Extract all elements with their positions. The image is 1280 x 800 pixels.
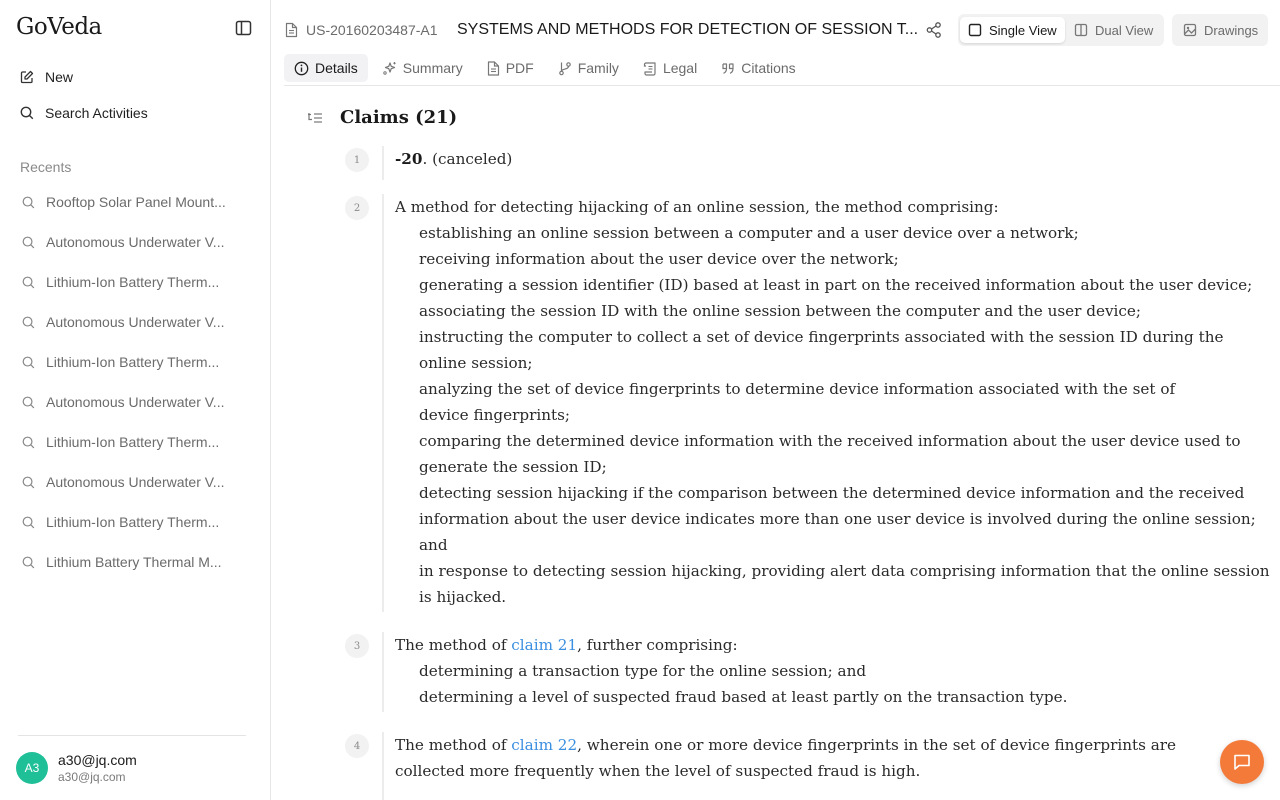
claim-lead: The method of: [395, 636, 512, 654]
claim-item: [345, 632, 1260, 712]
tab-summary-label: Summary: [402, 60, 463, 76]
claim-step: receiving information about the user device over the network;: [419, 250, 899, 268]
search-icon: [20, 106, 34, 120]
claim-item: [345, 194, 1270, 612]
search-icon: [22, 356, 35, 369]
search-icon: [22, 516, 35, 529]
claim-text: [395, 194, 1270, 610]
recent-item[interactable]: [22, 514, 219, 530]
divider: [18, 735, 246, 736]
single-view-button[interactable]: [960, 17, 1065, 43]
search-icon: [22, 436, 35, 449]
claim-step: determining a transaction type for the online session; and: [419, 662, 867, 680]
image-icon: [1183, 23, 1197, 37]
tab-family-label: Family: [577, 60, 619, 76]
tab-bar: [284, 54, 810, 82]
square-icon: [968, 23, 982, 37]
dual-view-button[interactable]: [1066, 17, 1161, 43]
recent-item-label: Lithium-Ion Battery Therm...: [46, 274, 220, 290]
user-name[interactable]: a30@jq.com: [58, 752, 137, 768]
view-mode-toggle: [958, 14, 1164, 46]
claim-bar: [382, 732, 384, 800]
claim-step: establishing an online session between a computer and a user device over a network;: [419, 224, 1079, 242]
search-icon: [22, 556, 35, 569]
tab-legal[interactable]: [633, 54, 707, 82]
claim-number: 2: [345, 196, 369, 220]
recent-item-label: Autonomous Underwater V...: [46, 394, 225, 410]
tab-pdf-label: PDF: [505, 60, 534, 76]
claim-status: . (canceled): [422, 150, 513, 168]
claim-lead-tail: , further comprising:: [577, 636, 738, 654]
recent-item-label: Lithium-Ion Battery Therm...: [46, 354, 220, 370]
columns-icon: [1074, 23, 1088, 37]
tab-summary[interactable]: [372, 54, 473, 82]
claim-number: 4: [345, 734, 369, 758]
message-icon: [1232, 752, 1252, 772]
tab-legal-label: Legal: [662, 60, 698, 76]
app-logo[interactable]: GoVeda: [16, 14, 102, 40]
claim-reference-link[interactable]: claim 22: [511, 736, 578, 754]
dual-view-label: Dual View: [1095, 22, 1154, 38]
file-icon: [487, 61, 500, 76]
recent-item[interactable]: [22, 554, 222, 570]
recent-item[interactable]: [22, 394, 224, 410]
claim-lead: The method of: [395, 736, 512, 754]
claim-step: determining a level of suspected fraud based at least partly on the transaction type.: [419, 688, 1068, 706]
document-title: SYSTEMS AND METHODS FOR DETECTION OF SESSION T...: [457, 21, 919, 38]
claim-reference-link[interactable]: claim 21: [511, 636, 578, 654]
drawings-button[interactable]: [1172, 14, 1268, 46]
chat-button[interactable]: [1220, 740, 1264, 784]
claim-text: [395, 146, 1263, 172]
recents-heading: Recents: [20, 159, 72, 175]
claim-lead-tail: , wherein one or more device fingerprints in the set of device fingerprints are collected more frequently when the level of suspected fraud is high.: [395, 736, 1177, 780]
tab-details[interactable]: [284, 54, 368, 82]
claim-item: [345, 732, 1260, 800]
recent-item-label: Rooftop Solar Panel Mount...: [46, 194, 226, 210]
recent-item-label: Autonomous Underwater V...: [46, 234, 225, 250]
tab-divider: [284, 85, 1280, 86]
tab-citations[interactable]: [711, 54, 805, 82]
claim-number: 1: [345, 148, 369, 172]
claims-heading: Claims (21): [340, 107, 458, 128]
claim-bar: [382, 632, 384, 712]
share-icon[interactable]: [925, 21, 943, 39]
new-label: New: [45, 69, 74, 85]
new-button[interactable]: [20, 69, 73, 85]
user-email: a30@jq.com: [58, 770, 126, 784]
claim-step: detecting session hijacking if the comparison between the determined device information and the received information about the user device indicates more than one user device is involved during the online session; and: [419, 484, 1256, 554]
info-icon: [294, 61, 309, 76]
claim-item: [345, 146, 1260, 180]
claim-range: -20: [395, 150, 423, 168]
recent-item[interactable]: [22, 234, 224, 250]
recent-item-label: Lithium-Ion Battery Therm...: [46, 434, 220, 450]
recent-item-label: Autonomous Underwater V...: [46, 314, 225, 330]
recent-item[interactable]: [22, 354, 219, 370]
recent-item-label: Lithium Battery Thermal M...: [46, 554, 222, 570]
recent-item[interactable]: [22, 434, 219, 450]
sparkles-icon: [382, 61, 397, 76]
tab-citations-label: Citations: [741, 60, 796, 76]
sidebar-toggle-icon[interactable]: [235, 20, 252, 36]
claim-bar: [382, 194, 384, 612]
recent-item-label: Lithium-Ion Battery Therm...: [46, 514, 220, 530]
sidebar: [0, 0, 271, 800]
claim-step: associating the session ID with the online session between the computer and the user device;: [419, 302, 1141, 320]
publication-number: US-20160203487-A1: [306, 22, 438, 38]
search-icon: [22, 316, 35, 329]
edit-icon: [20, 70, 34, 84]
search-icon: [22, 276, 35, 289]
single-view-label: Single View: [989, 22, 1057, 38]
search-icon: [22, 476, 35, 489]
recent-item[interactable]: [22, 314, 224, 330]
claim-step: analyzing the set of device fingerprints to determine device information associated with the set of device fingerprints;: [419, 380, 1176, 424]
search-activities-label: Search Activities: [45, 105, 148, 121]
scroll-icon: [643, 61, 657, 76]
search-icon: [22, 236, 35, 249]
recent-item[interactable]: [22, 274, 219, 290]
quote-icon: [721, 61, 735, 76]
tab-family[interactable]: [548, 54, 629, 82]
claim-lead: A method for detecting hijacking of an online session, the method comprising:: [395, 198, 999, 216]
search-activities-button[interactable]: [20, 105, 148, 121]
claim-step: comparing the determined device information with the received information about the user device used to generate the session ID;: [419, 432, 1241, 476]
claim-bar: [382, 146, 384, 180]
avatar[interactable]: A3: [16, 752, 48, 784]
claim-step: instructing the computer to collect a set of device fingerprints associated with the session ID during the online session;: [419, 328, 1224, 372]
tab-pdf[interactable]: [477, 54, 544, 82]
drawings-label: Drawings: [1204, 22, 1259, 38]
git-branch-icon: [558, 61, 572, 76]
tab-details-label: Details: [315, 60, 358, 76]
claim-number: 3: [345, 634, 369, 658]
search-icon: [22, 196, 35, 209]
document-icon: [285, 22, 298, 43]
claim-text: [395, 732, 1225, 784]
search-icon: [22, 396, 35, 409]
outline-toggle-icon[interactable]: [307, 111, 323, 130]
claim-step: generating a session identifier (ID) based at least in part on the received information about the user device;: [419, 276, 1253, 294]
recent-item-label: Autonomous Underwater V...: [46, 474, 225, 490]
claim-text: [395, 632, 1263, 710]
recent-item[interactable]: [22, 474, 224, 490]
claim-step: in response to detecting session hijacking, providing alert data comprising information that the online session is hijacked.: [419, 562, 1270, 606]
recent-item[interactable]: [22, 194, 226, 210]
